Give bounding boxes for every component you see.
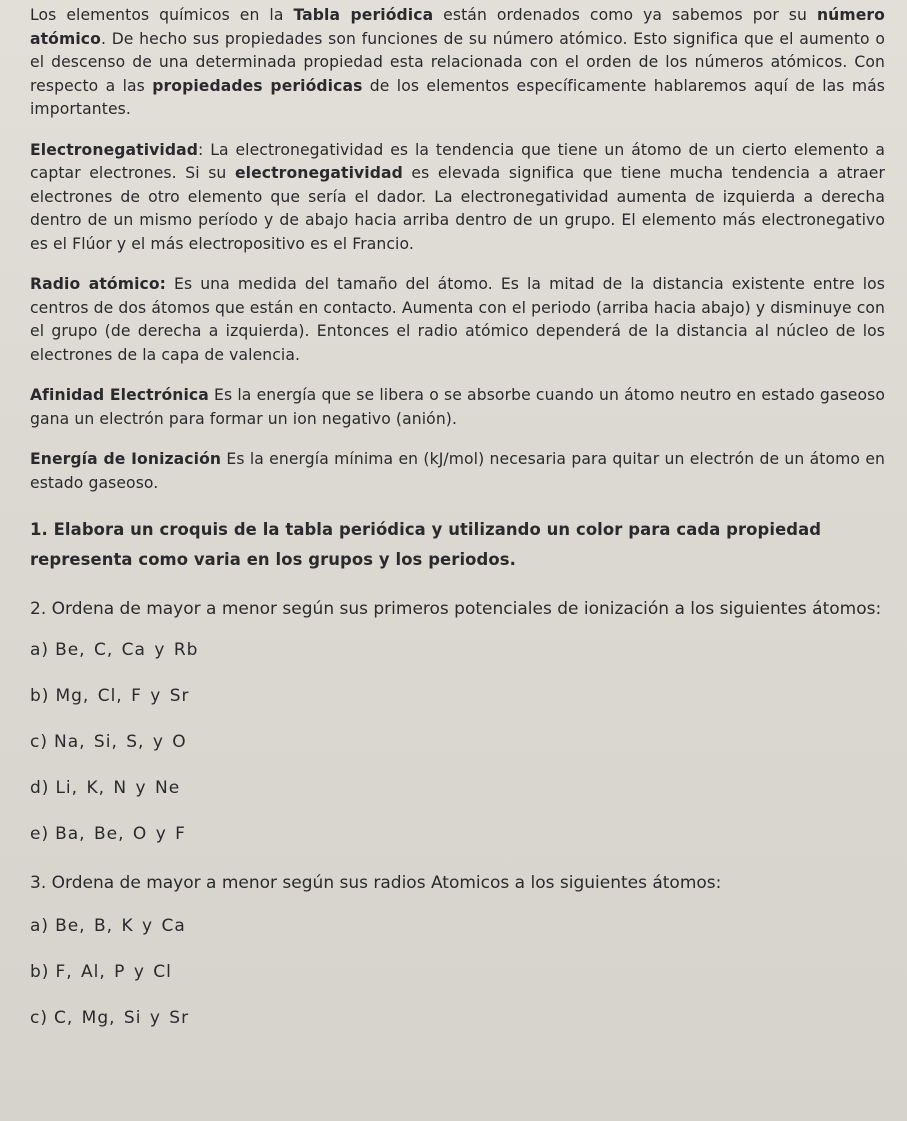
question-1: 1. Elabora un croquis de la tabla periódica y utilizando un color para cada propiedad representa como varia en los grupos y los periodos. — [30, 520, 822, 569]
electronegatividad-text-1: : La electronegatividad es la tendencia que tiene un átomo de un cierto elemento a captar electrones. Si su — [30, 140, 885, 182]
option-letter: a) — [30, 640, 50, 660]
afinidad-title: Afinidad Electrónica — [30, 386, 209, 404]
ionizacion-paragraph — [30, 448, 885, 495]
option-letter: c) — [30, 732, 48, 752]
list-item — [30, 915, 885, 937]
intro-paragraph — [30, 4, 885, 122]
option-text: C, Mg, Si y Sr — [53, 1008, 190, 1028]
question-2-title: 2. Ordena de mayor a menor según sus primeros potenciales de ionización a los siguientes átomos: — [30, 599, 882, 619]
radio-atomico-paragraph — [30, 273, 885, 367]
intro-text-4: de los elementos específicamente hablaremos aquí de las más importantes. — [30, 76, 886, 118]
option-letter: c) — [30, 1008, 48, 1028]
radio-atomico-body: Es una medida del tamaño del átomo. Es la mitad de la distancia existente entre los centros de dos átomos que están en contacto. Aumenta con el periodo (arriba hacia abajo) y disminuye con el grupo (de derecha a izquierda). Entonces el radio atómico dependerá de la distancia al núcleo de los electrones de la capa de valencia. — [30, 275, 885, 364]
intro-text-3: . De hecho sus propiedades son funciones de su número atómico. Esto significa que el aumento o el descenso de una determinada propiedad esta relacionada con el orden de los números atómicos. Con respecto a las — [30, 29, 885, 95]
option-letter: b) — [30, 686, 50, 706]
intro-bold-numero: número atómico — [30, 6, 885, 48]
list-item — [30, 639, 885, 661]
list-item — [30, 685, 885, 707]
electronegatividad-paragraph — [30, 139, 885, 257]
afinidad-paragraph — [30, 384, 885, 431]
list-item — [30, 961, 885, 983]
electronegatividad-bold: electronegatividad — [234, 164, 403, 182]
option-letter: e) — [30, 824, 50, 844]
option-letter: d) — [30, 778, 50, 798]
list-item — [30, 1007, 885, 1029]
question-2-options — [30, 639, 885, 845]
intro-bold-tabla: Tabla periódica — [293, 6, 434, 24]
option-text: Ba, Be, O y F — [55, 824, 186, 844]
afinidad-body: Es la energía que se libera o se absorbe cuando un átomo neutro en estado gaseoso gana un electrón para formar un ion negativo (anión). — [30, 386, 885, 428]
option-text: Li, K, N y Ne — [55, 778, 181, 798]
option-text: Mg, Cl, F y Sr — [55, 686, 190, 706]
question-3-options — [30, 915, 885, 1029]
option-text: Be, C, Ca y Rb — [55, 640, 199, 660]
radio-atomico-title: Radio atómico: — [30, 275, 167, 293]
list-item — [30, 823, 885, 845]
list-item — [30, 777, 885, 799]
option-letter: b) — [30, 962, 50, 982]
option-text: Na, Si, S, y O — [53, 732, 187, 752]
list-item — [30, 731, 885, 753]
ionizacion-body: Es la energía mínima en (kJ/mol) necesaria para quitar un electrón de un átomo en estado gaseoso. — [30, 450, 885, 492]
ionizacion-title: Energía de Ionización — [30, 450, 222, 468]
intro-text-2: están ordenados como ya sabemos por su — [433, 6, 817, 24]
option-text: Be, B, K y Ca — [55, 916, 186, 936]
intro-text-1: Los elementos químicos en la — [30, 6, 294, 24]
electronegatividad-title: Electronegatividad — [30, 140, 198, 159]
question-3-title: 3. Ordena de mayor a menor según sus radios Atomicos a los siguientes átomos: — [30, 873, 722, 893]
option-text: F, Al, P y Cl — [55, 962, 172, 982]
electronegatividad-text-2: es elevada significa que tiene mucha tendencia a atraer electrones de otro elemento que sería el dador. La electronegatividad aumenta de izquierda a derecha dentro de un mismo período y de abajo hacia arriba dentro de un grupo. El elemento más electronegativo es el Flúor y el más electropositivo es el Francio. — [30, 164, 885, 253]
intro-bold-propiedades: propiedades periódicas — [152, 76, 363, 95]
option-letter: a) — [30, 916, 50, 936]
